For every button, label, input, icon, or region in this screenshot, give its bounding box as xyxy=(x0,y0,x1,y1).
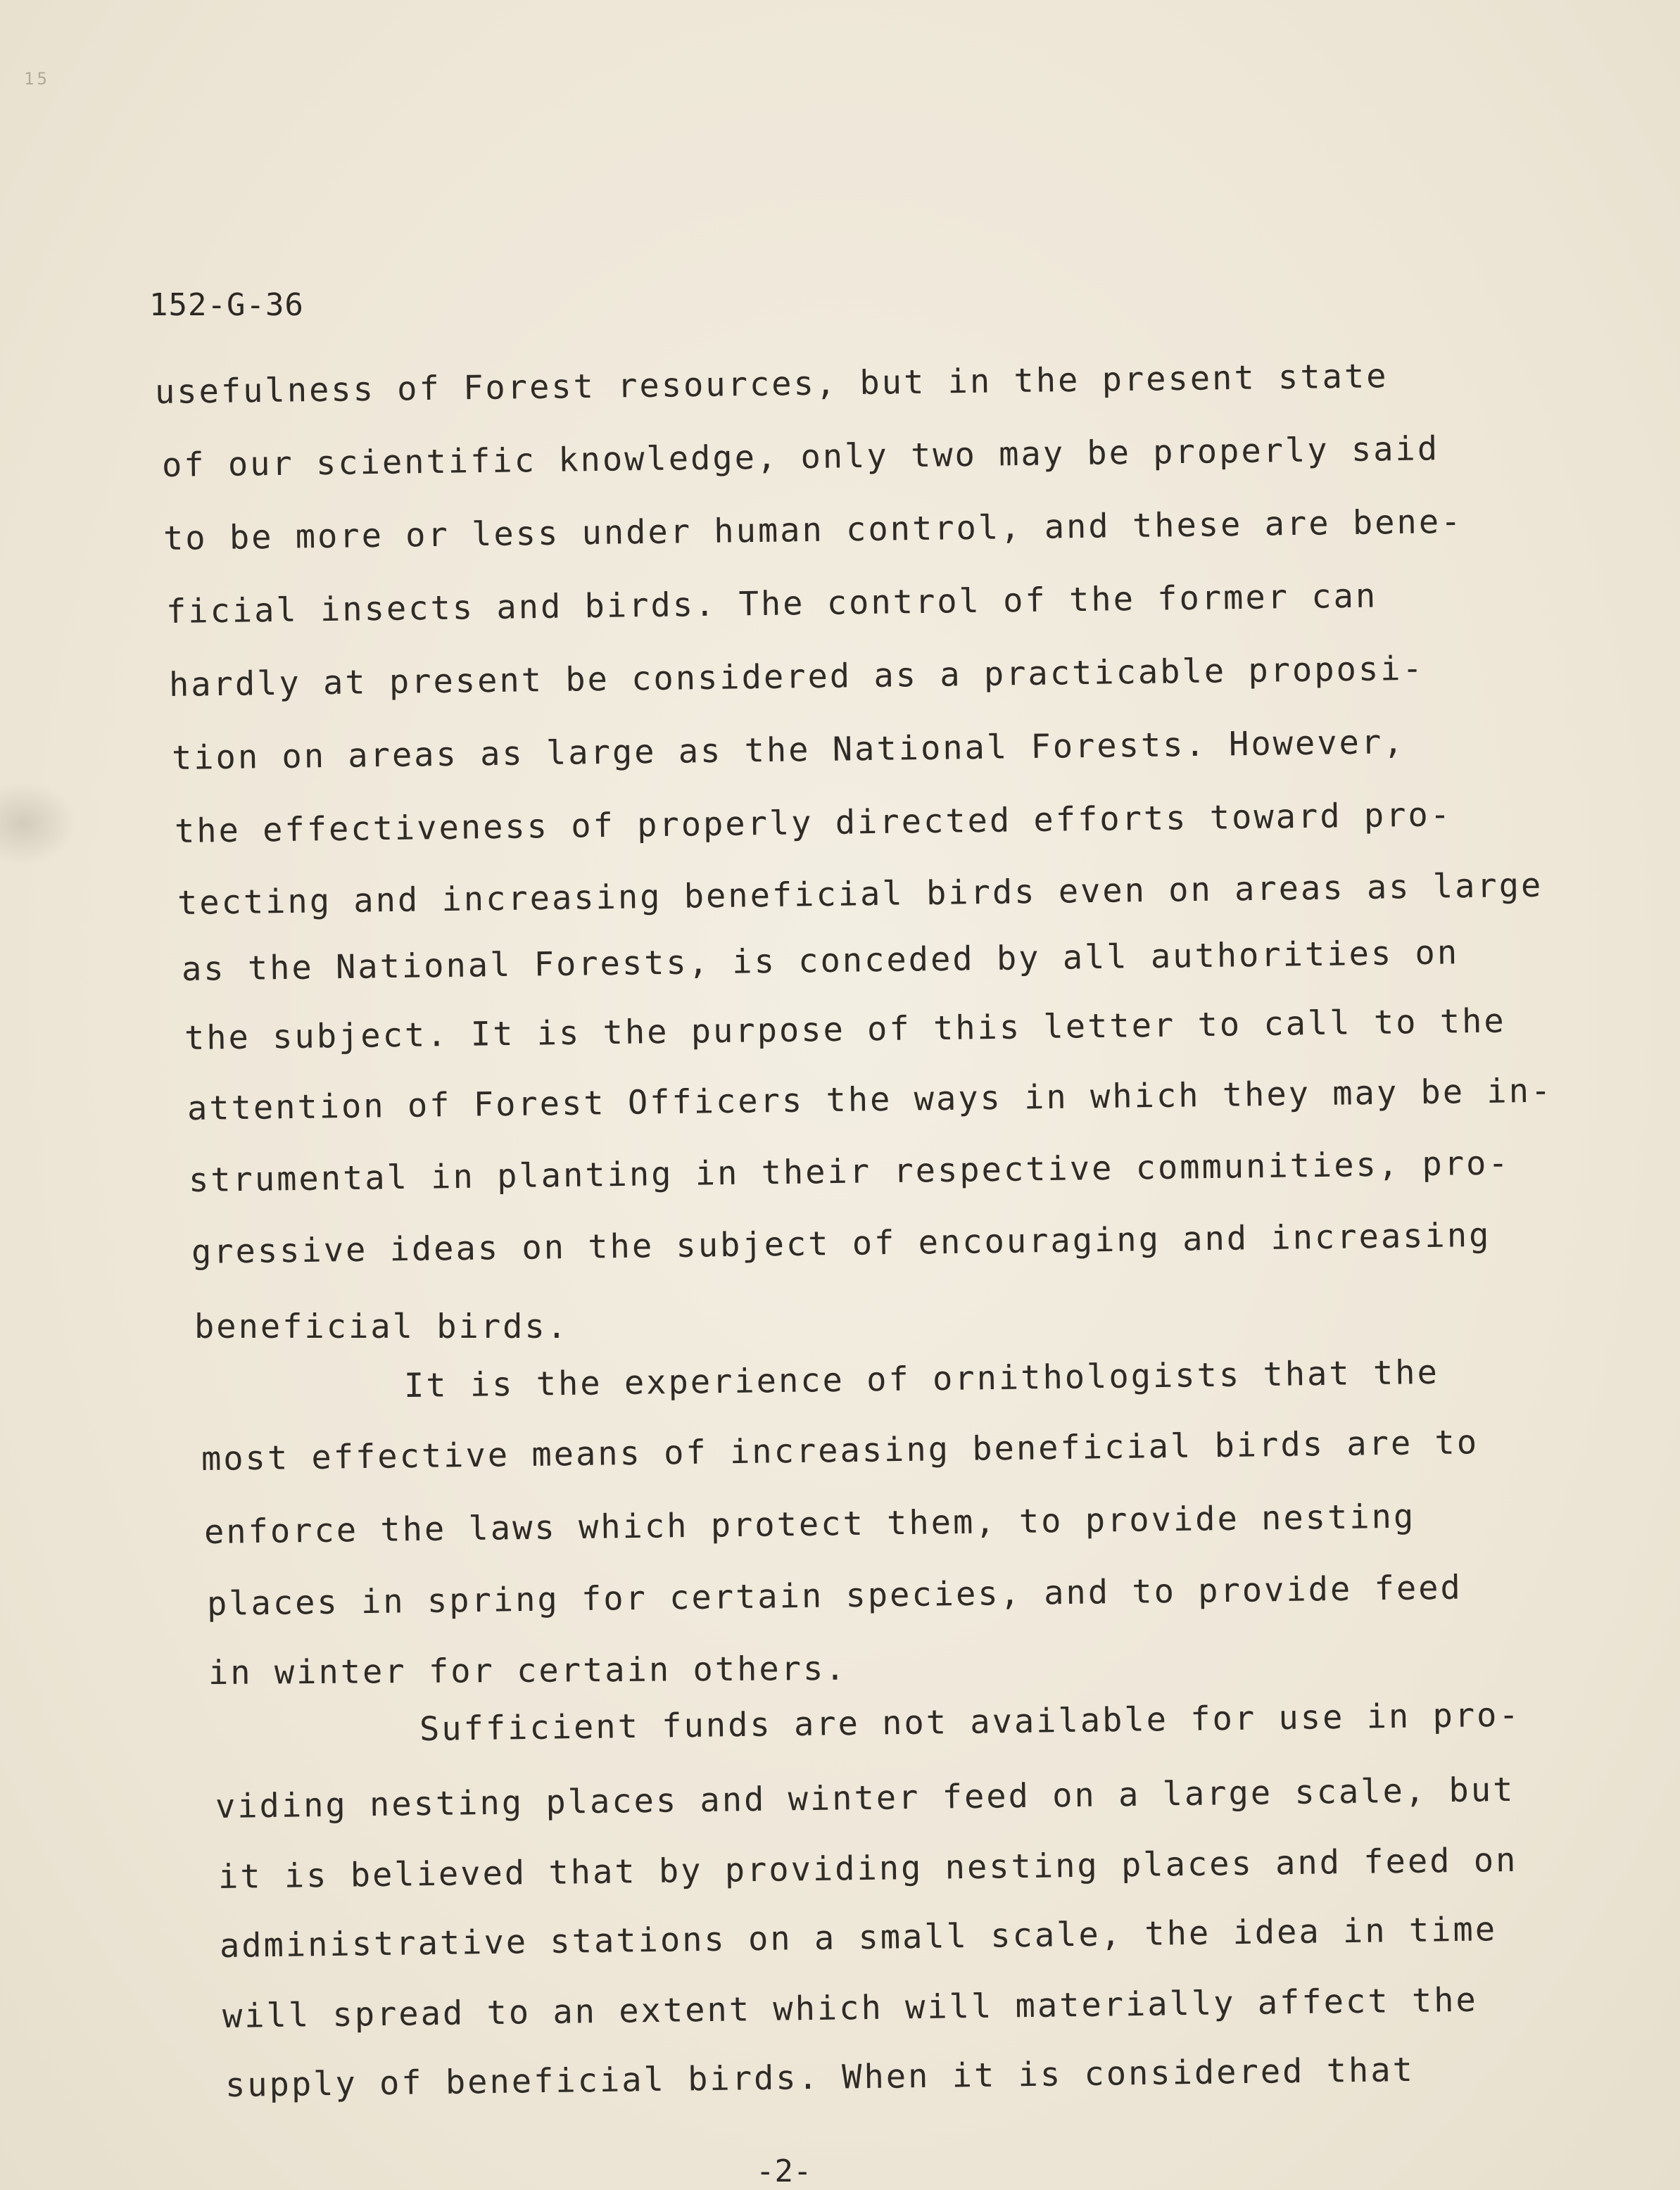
text-line-25: supply of beneficial birds. When it is considered that xyxy=(225,2050,1415,2105)
text-line-2: of our scientific knowledge, only two may be properly said xyxy=(161,429,1440,485)
text-line-3: to be more or less under human control, and these are bene- xyxy=(163,502,1463,558)
text-line-22: it is believed that by providing nesting places and feed on xyxy=(217,1840,1518,1897)
text-line-8: tecting and increasing beneficial birds even on areas as large xyxy=(177,866,1543,923)
text-line-15: It is the experience of ornithologists that the xyxy=(403,1353,1440,1405)
text-line-10: the subject. It is the purpose of this letter to call to the xyxy=(184,1001,1506,1058)
text-line-4: ficial insects and birds. The control of the former can xyxy=(165,576,1378,631)
text-line-23: administrative stations on a small scale, the idea in time xyxy=(219,1910,1498,1966)
text-line-6: tion on areas as large as the National Forests. However, xyxy=(171,723,1406,778)
text-line-5: hardly at present be considered as a practicable proposi- xyxy=(168,649,1425,704)
text-line-19: in winter for certain others. xyxy=(208,1649,847,1692)
text-line-14: beneficial birds. xyxy=(194,1308,569,1346)
text-line-18: places in spring for certain species, and to provide feed xyxy=(206,1568,1463,1623)
page-number: -2- xyxy=(756,2153,812,2189)
text-line-24: will spread to an extent which will materially affect the xyxy=(222,1980,1479,2036)
reference-number: 152-G-36 xyxy=(149,287,304,323)
text-line-20: Sufficient funds are not available for use in pro- xyxy=(419,1695,1522,1749)
text-line-12: strumental in planting in their respective communities, pro- xyxy=(188,1144,1510,1200)
text-line-11: attention of Forest Officers the ways in which they may be in- xyxy=(187,1071,1553,1128)
ink-smudge xyxy=(0,781,77,866)
text-line-21: viding nesting places and winter feed on a large scale, but xyxy=(215,1770,1515,1826)
text-line-13: gressive ideas on the subject of encouraging and increasing xyxy=(191,1215,1491,1272)
text-line-17: enforce the laws which protect them, to provide nesting xyxy=(203,1497,1416,1552)
text-line-16: most effective means of increasing beneficial birds are to xyxy=(201,1423,1479,1479)
text-line-9: as the National Forests, is conceded by all authorities on xyxy=(181,933,1460,989)
text-line-7: the effectiveness of properly directed efforts toward pro- xyxy=(174,795,1453,851)
corner-mark: 15 xyxy=(24,69,50,89)
text-line-1: usefulness of Forest resources, but in the present state xyxy=(154,357,1389,412)
